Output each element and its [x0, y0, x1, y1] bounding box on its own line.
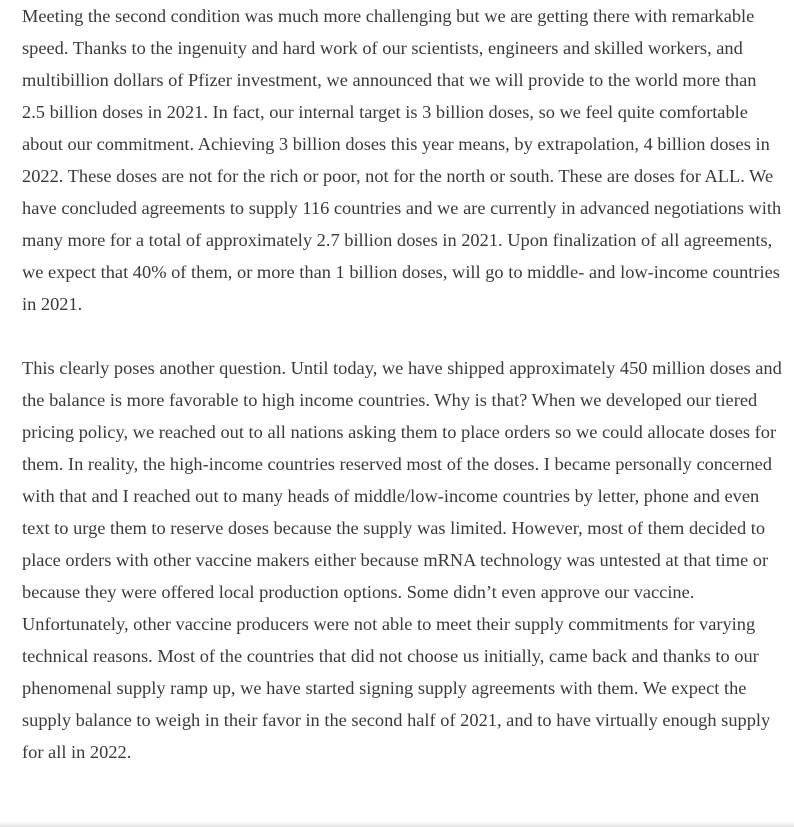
paragraph-supply-commitment: Meeting the second condition was much more challenging but we are getting there with remarkable speed. Thanks to the ingenuity and hard work of our scientists, engineers and skilled workers, and multibillion dollars of Pfizer investment, we announced that we will provide to the world more than 2.5 billion doses in 2021. In fact, our internal target is 3 billion doses, so we feel quite comfortable about our commitment. Achieving 3 billion doses this year means, by extrapolation, 4 billion doses in 2022. These doses are not for the rich or poor, not for the north or south. These are doses for ALL. We have concluded agreements to supply 116 countries and we are currently in advanced negotiations with many more for a total of approximately 2.7 billion doses in 2021. Upon finalization of all agreements, we expect that 40% of them, or more than 1 billion doses, will go to middle- and low-income countries in 2021. [22, 6, 782, 314]
article-body [22, 0, 782, 768]
bottom-edge-shadow [0, 821, 794, 827]
paragraph-distribution-balance: This clearly poses another question. Until today, we have shipped approximately 450 million doses and the balance is more favorable to high income countries. Why is that? When we developed our tiered pricing policy, we reached out to all nations asking them to place orders so we could allocate doses for them. In reality, the high-income countries reserved most of the doses. I became personally concerned with that and I reached out to many heads of middle/low-income countries by letter, phone and even text to urge them to reserve doses because the supply was limited. However, most of them decided to place orders with other vaccine makers either because mRNA technology was untested at that time or because they were offered local production options. Some didn’t even approve our vaccine. Unfortunately, other vaccine producers were not able to meet their supply commitments for varying technical reasons. Most of the countries that did not choose us initially, came back and thanks to our phenomenal supply ramp up, we have started signing supply agreements with them. We expect the supply balance to weigh in their favor in the second half of 2021, and to have virtually enough supply for all in 2022. [22, 358, 782, 762]
